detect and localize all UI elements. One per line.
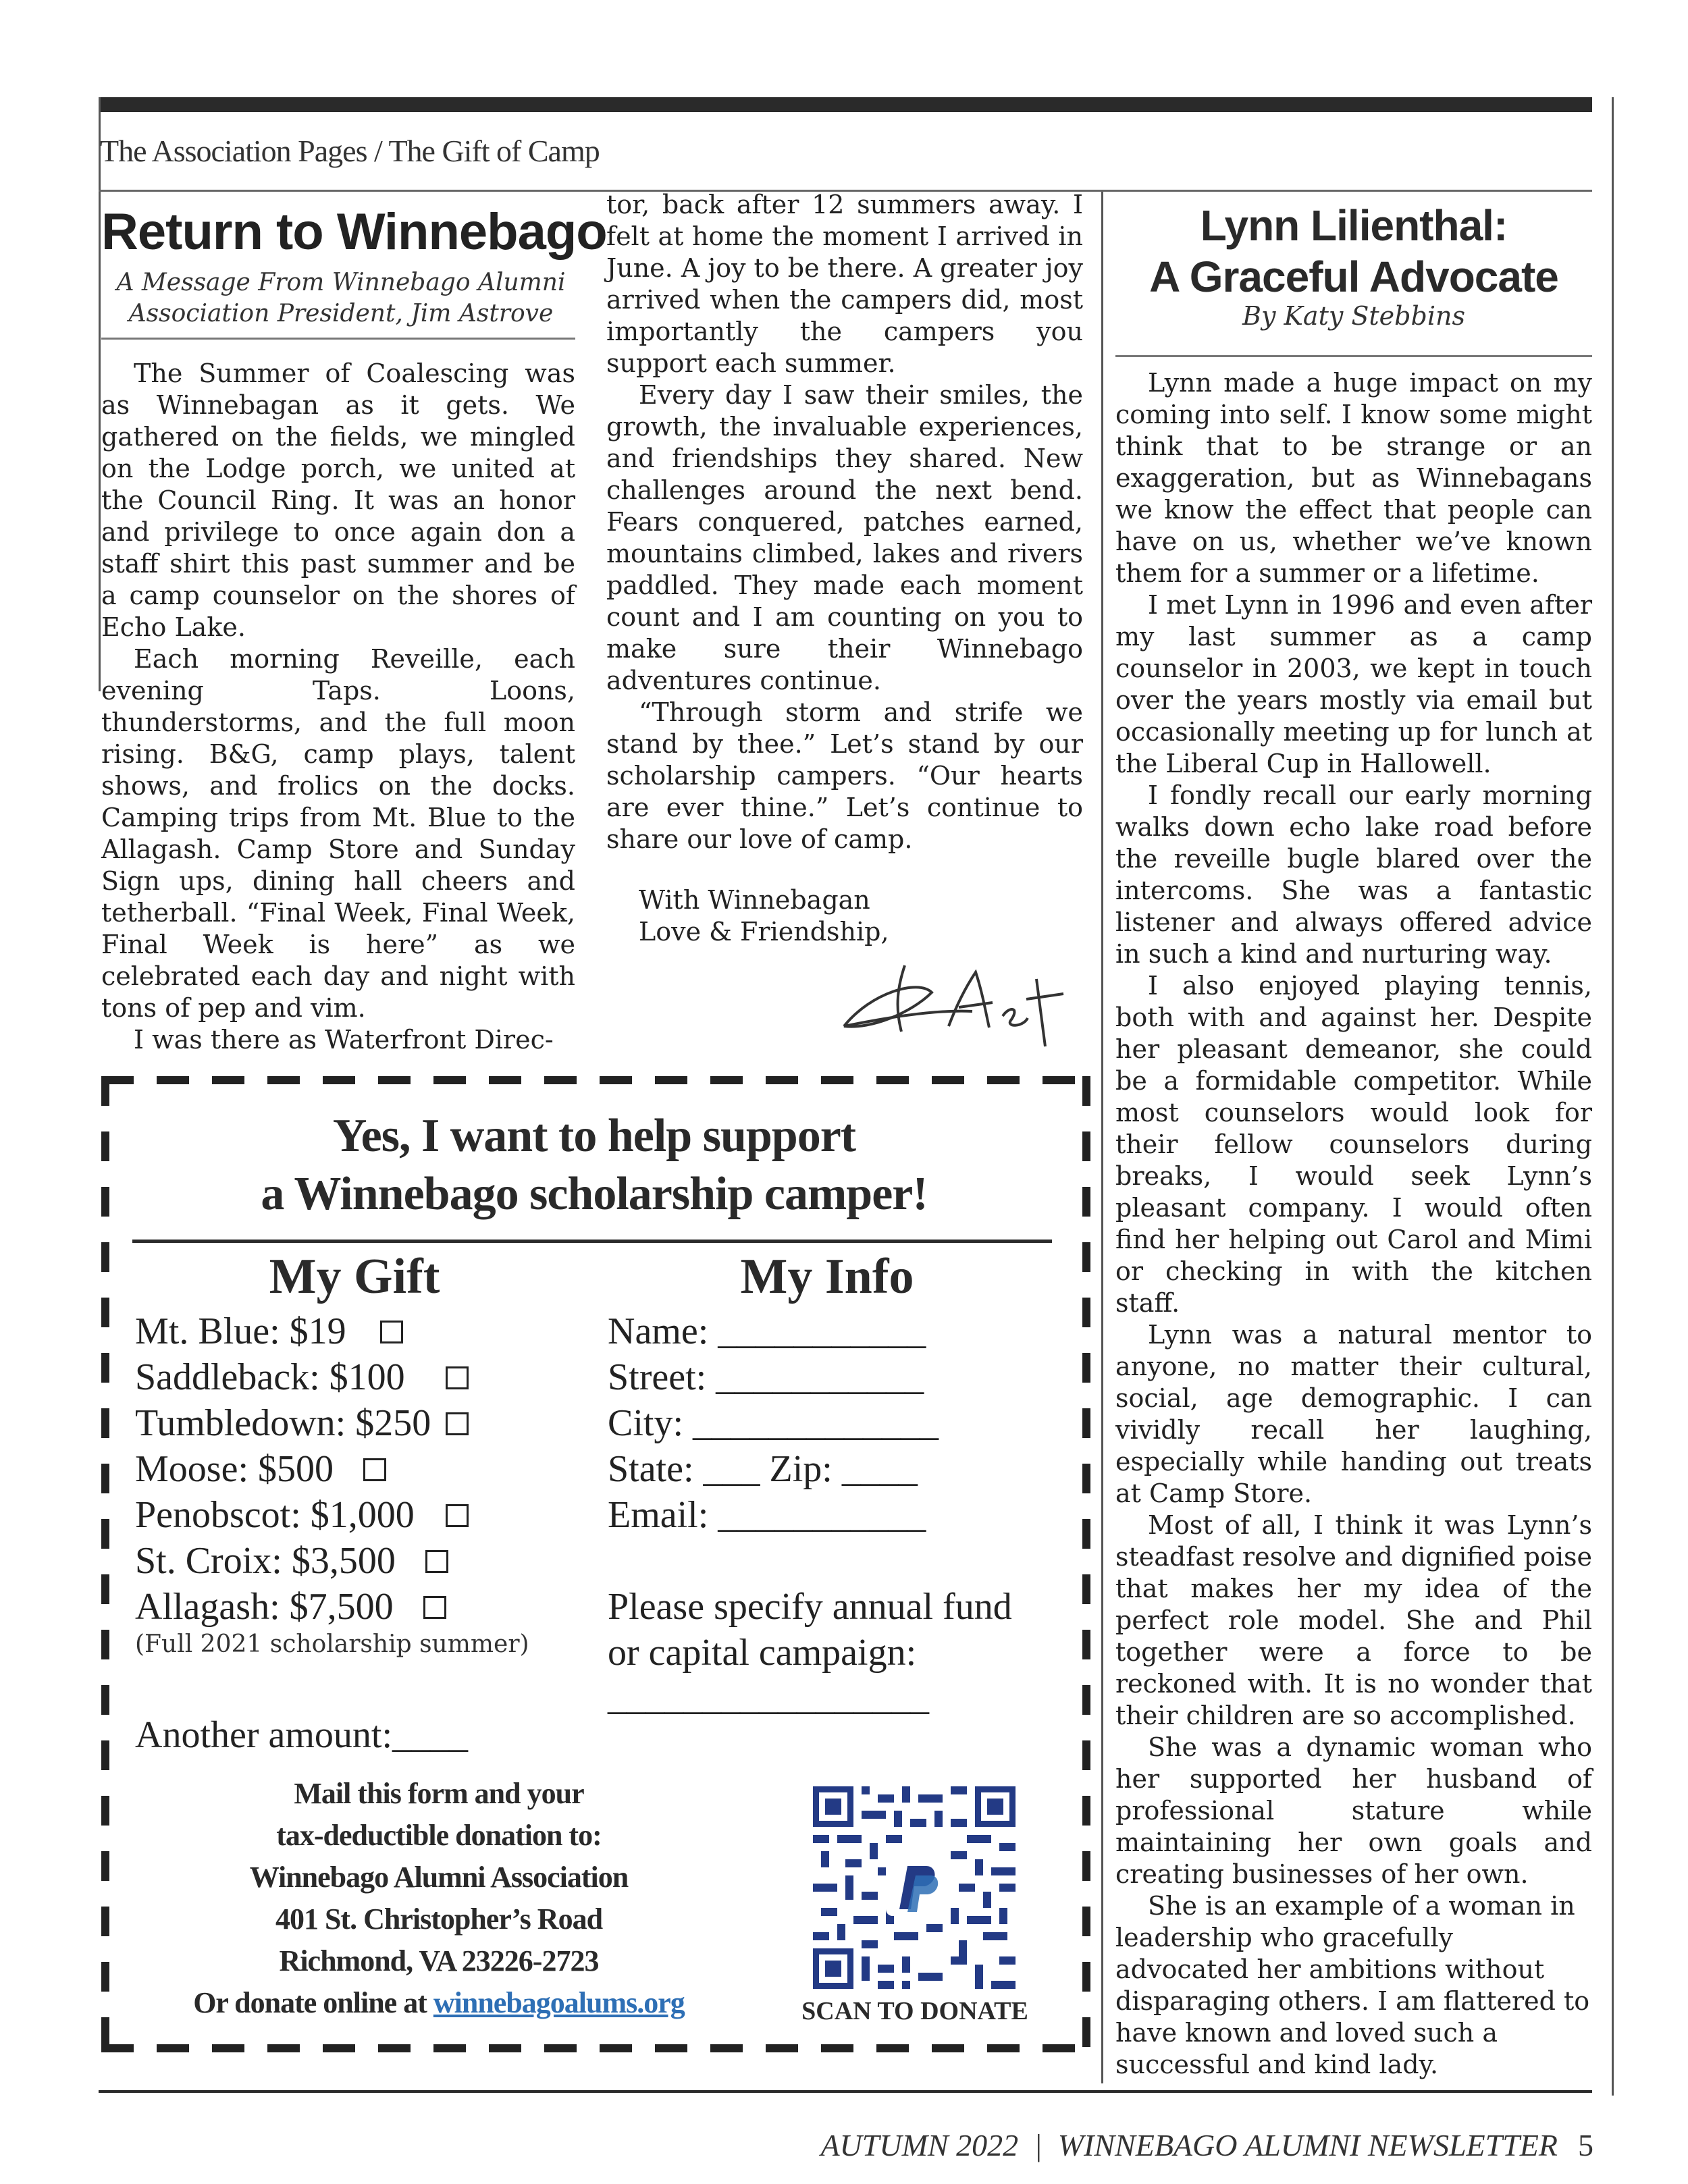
- right-article-body: [1115, 367, 1592, 2081]
- checkbox[interactable]: [446, 1366, 469, 1389]
- paragraph: She was a dynamic woman who her supported her husband of professional stature while maintaining her own goals and creating businesses of her own.: [1115, 1732, 1592, 1889]
- gift-label: Tumbledown: $250: [135, 1402, 431, 1444]
- online-line: [142, 1982, 736, 2024]
- title-line: Lynn Lilienthal:: [1200, 201, 1508, 250]
- paragraph: I also enjoyed playing tennis, both with and against her. Despite her pleasant demeanor, she could be a formidable competitor. While most counselors would look for their fellow counselors during breaks, I would seek Lynn’s pleasant company. I would often find her helping out Carol and Mimi or checking in with the kitchen staff.: [1115, 971, 1592, 1318]
- qr-code[interactable]: [813, 1786, 1016, 1989]
- footer-issue: AUTUMN 2022 | WINNEBAGO ALUMNI NEWSLETTER: [820, 2128, 1558, 2162]
- gift-label: Penobscot: $1,000: [135, 1494, 415, 1536]
- gift-option-saddleback[interactable]: [135, 1354, 469, 1400]
- checkbox[interactable]: [363, 1458, 386, 1481]
- gift-label: Allagash: $7,500: [135, 1586, 394, 1628]
- fund-specify-label: [608, 1584, 1012, 1676]
- gift-option-mt-blue[interactable]: [135, 1308, 403, 1354]
- gift-label: Mt. Blue: $19: [135, 1310, 346, 1352]
- online-prefix: Or donate online at: [193, 1986, 433, 2019]
- closing-line: With Winnebagan: [639, 885, 870, 915]
- email-field[interactable]: Email: ___________: [608, 1494, 926, 1536]
- checkbox[interactable]: [446, 1412, 469, 1435]
- form-border-top: [101, 1076, 1090, 1084]
- paragraph: Lynn made a huge impact on my coming into self. I know some might think that to be strange or an exaggeration, but as Winnebagans we know the effect that people can have on us, whether we’ve known them for a summer or a lifetime.: [1115, 368, 1592, 588]
- article-body-col2: [606, 189, 1083, 855]
- gift-option-st-croix[interactable]: [135, 1538, 448, 1584]
- mail-line: Mail this form and your: [294, 1777, 584, 1810]
- left-frame-line: [99, 97, 101, 691]
- article-subtitle: [101, 267, 581, 329]
- form-heading-line: a Winnebago scholarship camper!: [261, 1168, 928, 1220]
- fund-specify-field[interactable]: _________________: [608, 1676, 929, 1718]
- gift-option-moose[interactable]: [135, 1446, 386, 1492]
- paragraph: I met Lynn in 1996 and even after my last summer as a camp counselor in 2003, we kept in touch over the years mostly via email but occasionally meeting up for lunch at the Liberal Cup in Hallowell.: [1115, 590, 1592, 778]
- paragraph: Each morning Reveille, each evening Taps. Loons, thunderstorms, and the full moon rising. B&G, camp plays, talent shows, and frolics on the docks. Camping trips from Mt. Blue to the Allagash. Camp Store and Sunday Sign ups, dining hall cheers and tetherball. “Final Week, Final Week, Final Week is here” as we celebrated each day and night with tons of pep and vim.: [101, 644, 575, 1023]
- gift-label: Moose: $500: [135, 1448, 334, 1490]
- byline-rule: [1115, 355, 1592, 357]
- gift-option-tumbledown[interactable]: [135, 1400, 469, 1446]
- checkbox[interactable]: [425, 1550, 448, 1573]
- subtitle-line: Association President, Jim Astrove: [128, 300, 554, 327]
- paragraph: Most of all, I think it was Lynn’s steadfast resolve and dignified poise that makes her my idea of the perfect role model. She and Phil together were a force to be reckoned with. It is no wonder that their children are so accomplished.: [1115, 1510, 1592, 1730]
- donate-link[interactable]: winnebagoalums.org: [433, 1986, 685, 2019]
- checkbox[interactable]: [423, 1596, 446, 1619]
- paragraph: Lynn was a natural mentor to anyone, no matter their cultural, social, age demographic. I can vividly recall her laughing, especially while handing out treats at Camp Store.: [1115, 1320, 1592, 1508]
- subtitle-line: A Message From Winnebago Alumni: [116, 269, 566, 296]
- footer: [608, 2127, 1593, 2164]
- form-border-left: [101, 1076, 109, 2052]
- paragraph: I was there as Waterfront Direc-: [134, 1025, 554, 1055]
- signature-graphic: [830, 952, 1074, 1053]
- title-line: A Graceful Advocate: [1149, 252, 1558, 301]
- subtitle-rule: [101, 338, 575, 340]
- gift-label: St. Croix: $3,500: [135, 1540, 396, 1582]
- paragraph: I fondly recall our early morning walks down echo lake road before the reveille bugle blared over the intercoms. She was a fantastic listener and always offered advice in such a kind and nurturing way.: [1115, 780, 1592, 969]
- column-divider: [1101, 192, 1103, 2083]
- checkbox[interactable]: [380, 1321, 403, 1343]
- state-zip-field[interactable]: State: ___ Zip: ____: [608, 1448, 918, 1490]
- paragraph: The Summer of Coalescing was as Winnebagan as it gets. We gathered on the fields, we mingled on the Lodge porch, we united at the Council Ring. It was an honor and privilege to once again don a staff shirt this past summer and be a camp counselor on the shores of Echo Lake.: [101, 358, 575, 642]
- form-heading-line: Yes, I want to help support: [332, 1110, 856, 1162]
- form-border-bottom: [101, 2044, 1090, 2052]
- closing: [639, 884, 889, 948]
- mail-line: Richmond, VA 23226-2723: [279, 1944, 599, 1977]
- paragraph: “Through storm and strife we stand by thee.” Let’s stand by our scholarship campers. “Our hearts are ever thine.” Let’s continue to share our love of camp.: [606, 697, 1083, 854]
- my-info-heading: My Info: [740, 1249, 914, 1304]
- article-title: Return to Winnebago: [101, 203, 607, 261]
- closing-line: Love & Friendship,: [639, 917, 889, 947]
- mail-line: Winnebago Alumni Association: [249, 1861, 629, 1894]
- top-rule: [99, 97, 1592, 112]
- checkbox[interactable]: [446, 1504, 469, 1527]
- name-field[interactable]: Name: ___________: [608, 1310, 926, 1352]
- section-header: The Association Pages / The Gift of Camp: [100, 134, 600, 168]
- gift-option-allagash[interactable]: [135, 1584, 446, 1630]
- paragraph: She is an example of a woman in leadership who gracefully advocated her ambitions without disparaging others. I am flattered to have known and loved such a successful and kind lady.: [1115, 1891, 1590, 2079]
- specify-line: or capital campaign:: [608, 1632, 917, 1674]
- paragraph: tor, back after 12 summers away. I felt at home the moment I arrived in June. A joy to be there. A greater joy arrived when the campers did, most importantly the campers you support each summer.: [606, 190, 1084, 378]
- specify-line: Please specify annual fund: [608, 1586, 1012, 1628]
- mail-line: tax-deductible donation to:: [276, 1819, 602, 1852]
- gift-option-penobscot[interactable]: [135, 1492, 469, 1538]
- another-amount-field[interactable]: Another amount:____: [135, 1714, 469, 1756]
- right-article-title: [1114, 200, 1593, 302]
- form-heading-rule: [132, 1240, 1052, 1243]
- footer-rule: [99, 2090, 1592, 2093]
- article-body-col1: [101, 358, 575, 1056]
- street-field[interactable]: Street: ___________: [608, 1356, 924, 1398]
- form-border-right: [1082, 1076, 1090, 2052]
- form-heading: [115, 1107, 1074, 1223]
- page-number: 5: [1578, 2128, 1593, 2162]
- right-frame-line: [1612, 97, 1614, 2096]
- mail-line: 401 St. Christopher’s Road: [275, 1902, 603, 1936]
- city-field[interactable]: City: _____________: [608, 1402, 939, 1444]
- qr-caption: SCAN TO DONATE: [801, 1997, 1028, 2025]
- paragraph: Every day I saw their smiles, the growth, the invaluable experiences, and friendships they shared. New challenges around the next bend. Fears conquered, patches earned, mountains climbed, lakes and rivers paddled. They made each moment count and I am counting on you to make sure their Winnebago adventures continue.: [606, 380, 1083, 695]
- gift-note: (Full 2021 scholarship summer): [135, 1630, 529, 1658]
- gift-label: Saddleback: $100: [135, 1356, 405, 1398]
- my-gift-heading: My Gift: [269, 1249, 440, 1304]
- byline: By Katy Stebbins: [1242, 301, 1465, 331]
- mailing-address: [142, 1773, 736, 2024]
